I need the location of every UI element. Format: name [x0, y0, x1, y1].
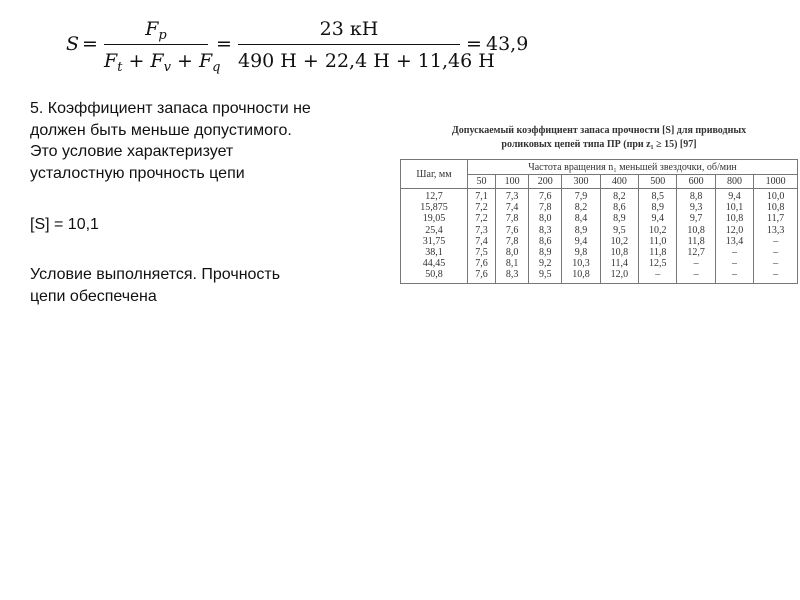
rpm-header-cell: 300: [562, 175, 600, 189]
formula-equals-1: =: [82, 33, 98, 55]
factor-values-column: [468, 189, 496, 284]
factor-value: 10,2: [610, 235, 629, 247]
factor-value: –: [773, 235, 779, 247]
pitch-values-column: [401, 189, 468, 284]
formula-denominator-forces: $F_t + F_v + F_q$: [104, 50, 221, 75]
text-line: должен быть меньше допустимого.: [30, 121, 292, 139]
factor-value: 10,0: [766, 191, 785, 202]
table-title: [400, 124, 798, 151]
safety-factor-table-block: [400, 124, 798, 284]
factor-value: 8,6: [538, 235, 552, 247]
pitch-value: 12,7: [425, 191, 443, 202]
factor-value: 8,2: [613, 191, 626, 202]
factor-value: 8,1: [505, 258, 519, 270]
factor-values-column: [677, 189, 715, 284]
pitch-value: 38,1: [425, 247, 443, 259]
conclusion-paragraph: [30, 264, 390, 307]
rpm-header-cell: 400: [600, 175, 638, 189]
factor-values-column: [639, 189, 677, 284]
table-title-line: Допускаемый коэффициент запаса прочности [S] для приводных: [451, 125, 747, 136]
factor-value: 10,8: [766, 202, 785, 214]
factor-value: –: [773, 269, 779, 281]
factor-value: 13,4: [725, 235, 744, 247]
rpm-header-cell: 500: [639, 175, 677, 189]
factor-value: 10,1: [725, 202, 744, 214]
factor-values-column: [495, 189, 528, 284]
rpm-header-cell: 100: [495, 175, 528, 189]
table-title-line: роликовых цепей типа ПР (при z₁ ≥ 15) [97]: [501, 138, 697, 150]
rpm-header-cell: 50: [468, 175, 496, 189]
text-line: Это условие характеризует: [30, 143, 234, 160]
factor-value: 9,2: [538, 258, 552, 270]
factor-value: 7,6: [475, 269, 488, 281]
factor-value: 7,9: [574, 191, 588, 202]
factor-value: 8,2: [574, 202, 588, 214]
factor-value: 8,0: [505, 247, 519, 259]
formula-fraction-numeric: [238, 16, 495, 74]
fraction-bar: [104, 44, 208, 45]
pitch-value: 15,875: [420, 202, 448, 214]
factor-value: 7,3: [505, 191, 519, 202]
factor-value: 7,2: [475, 213, 488, 225]
factor-value: 10,2: [649, 224, 667, 236]
factor-values-column: [529, 189, 562, 284]
factor-value: –: [773, 258, 779, 270]
fraction-bar: [238, 44, 460, 45]
factor-value: 10,3: [572, 258, 590, 270]
factor-values-column: [754, 189, 798, 284]
factor-value: 7,6: [538, 191, 552, 202]
formula-result: 43,9: [486, 33, 529, 55]
rpm-group-header: Частота вращения n₁ меньшей звездочки, об/мин: [468, 160, 798, 175]
factor-value: 13,3: [766, 224, 785, 236]
factor-value: 7,8: [505, 235, 519, 247]
factor-value: 9,4: [651, 213, 665, 225]
factor-value: 7,3: [475, 224, 488, 236]
formula-equals-2: =: [216, 33, 232, 55]
factor-value: 8,6: [613, 202, 626, 214]
factor-value: –: [732, 258, 738, 270]
factor-value: 7,8: [505, 213, 519, 225]
condition-paragraph: [30, 98, 390, 184]
factor-value: 12,7: [687, 247, 705, 259]
factor-value: 12,5: [649, 258, 667, 270]
factor-value: 10,8: [610, 247, 629, 259]
factor-value: 10,8: [572, 269, 590, 281]
factor-value: 8,3: [538, 224, 552, 236]
factor-value: 11,0: [649, 235, 667, 247]
factor-values-column: [562, 189, 600, 284]
factor-value: 8,9: [613, 213, 626, 225]
factor-value: 10,8: [687, 224, 705, 236]
factor-value: 9,7: [689, 213, 703, 225]
formula-numerator-fp: $F_p$: [145, 18, 167, 43]
factor-value: –: [773, 247, 779, 259]
formula-fraction-symbolic: [104, 16, 221, 75]
factor-value: 7,2: [475, 202, 488, 214]
factor-value: 8,9: [651, 202, 665, 214]
factor-value: 11,8: [687, 235, 705, 247]
pitch-column-header: Шаг, мм: [401, 160, 468, 189]
factor-value: 7,1: [475, 191, 488, 202]
formula-lhs: S: [66, 33, 80, 55]
factor-value: 8,8: [689, 191, 703, 202]
factor-value: 11,7: [767, 213, 785, 225]
factor-value: 8,5: [651, 191, 665, 202]
formula-equals-3: =: [466, 33, 482, 55]
factor-value: 7,5: [475, 247, 488, 259]
rpm-header-cell: 200: [529, 175, 562, 189]
factor-value: 7,6: [475, 258, 488, 270]
pitch-value: 19,05: [422, 213, 446, 225]
pitch-value: 25,4: [425, 224, 443, 236]
factor-value: –: [693, 269, 699, 281]
factor-value: 8,0: [538, 213, 552, 225]
pitch-value: 50,8: [425, 269, 443, 281]
pitch-value: 31,75: [422, 235, 446, 247]
strength-formula: [66, 14, 529, 76]
factor-value: 9,4: [574, 235, 588, 247]
rpm-header-cell: 600: [677, 175, 715, 189]
factor-value: 8,9: [574, 224, 588, 236]
factor-value: 11,4: [610, 258, 628, 270]
text-line: Условие выполняется. Прочность: [30, 266, 281, 283]
factor-value: –: [655, 269, 661, 281]
factor-value: 9,8: [574, 247, 588, 259]
factor-value: 9,3: [689, 202, 703, 214]
factor-value: 8,9: [538, 247, 552, 259]
formula-denominator-values: 490 Н + 22,4 Н + 11,46 Н: [238, 50, 495, 72]
factor-values-column: [600, 189, 638, 284]
factor-value: –: [693, 258, 699, 270]
rpm-header-cell: 1000: [754, 175, 798, 189]
factor-value: –: [732, 269, 738, 281]
factor-value: 9,4: [728, 191, 741, 202]
factor-value: 8,3: [505, 269, 519, 281]
factor-value: 7,4: [475, 235, 488, 247]
allowed-factor-value: [S] = 10,1: [30, 216, 99, 233]
factor-value: –: [732, 247, 738, 259]
text-line: 5. Коэффициент запаса прочности не: [30, 100, 311, 117]
factor-value: 9,5: [613, 224, 626, 236]
pitch-value: 44,45: [422, 258, 446, 270]
factor-value: 7,8: [538, 202, 552, 214]
factor-value: 9,5: [538, 269, 552, 281]
formula-numerator-value: 23 кН: [319, 18, 379, 40]
factor-value: 12,0: [610, 269, 629, 281]
text-line: цепи обеспечена: [30, 287, 157, 305]
factor-value: 11,8: [649, 247, 667, 259]
factor-values-column: [715, 189, 753, 284]
factor-value: 10,8: [725, 213, 744, 225]
factor-value: 7,4: [505, 202, 519, 214]
factor-value: 12,0: [725, 224, 744, 236]
factor-value: 7,6: [505, 224, 519, 236]
safety-factor-table: [400, 159, 798, 284]
text-line: усталостную прочность цепи: [30, 164, 245, 182]
factor-value: 8,4: [574, 213, 588, 225]
rpm-header-cell: 800: [715, 175, 753, 189]
